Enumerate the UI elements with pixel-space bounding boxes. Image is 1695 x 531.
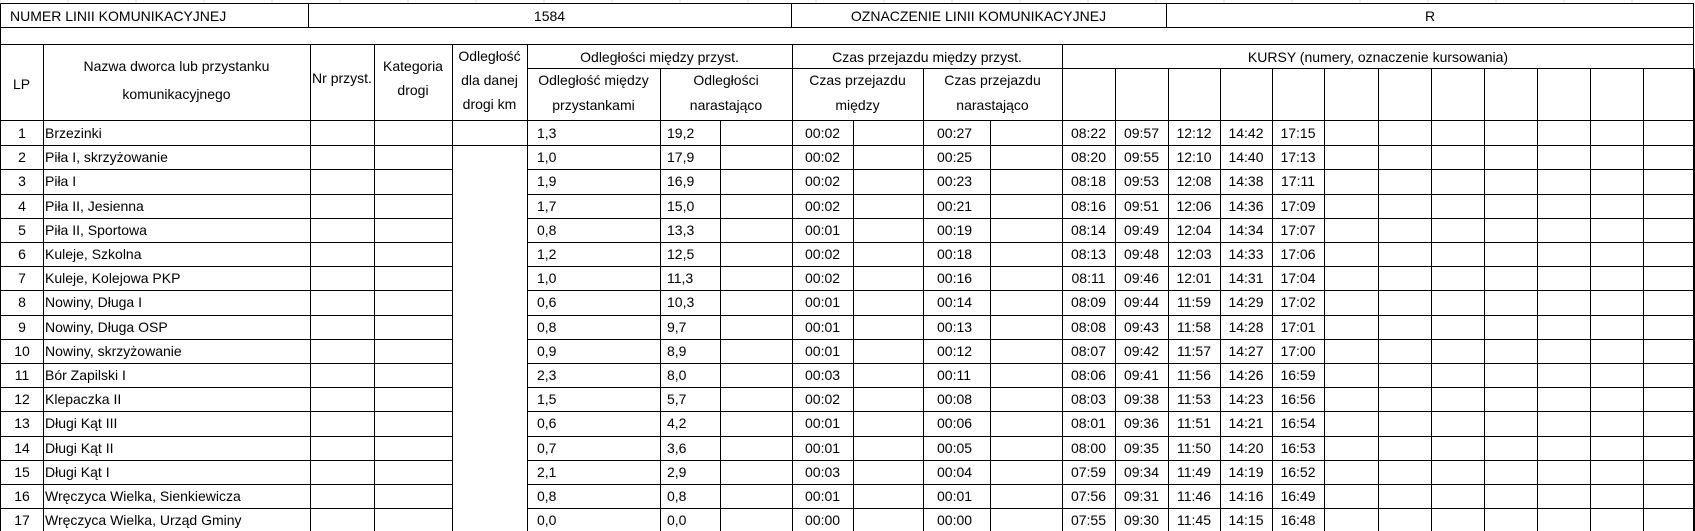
departure-time: 14:33 [1228,246,1264,262]
row-lp: 6 [18,246,26,262]
departure-time: 11:50 [1177,440,1211,456]
header-distance-group: Odległości między przyst. [580,49,739,65]
row-stop-name: Nowiny, Długa I [45,294,143,310]
departure-time: 14:34 [1228,222,1264,238]
row-time: 00:03 [805,464,841,480]
departure-time: 08:03 [1070,391,1107,407]
departure-time: 16:48 [1280,512,1316,528]
departure-time: 09:38 [1123,391,1160,407]
departure-time: 09:30 [1123,512,1160,528]
row-lp: 13 [14,415,30,431]
row-distance-cumulative: 17,9 [667,149,695,165]
departure-time: 14:31 [1228,270,1264,286]
departure-time: 08:13 [1070,246,1107,262]
departure-time: 09:31 [1123,488,1160,504]
departure-time: 07:56 [1070,488,1107,504]
row-stop-name: Bór Zapilski I [45,367,126,383]
header-time-cumulative: Czas przejazdu [944,72,1041,88]
row-time-cumulative: 00:12 [937,343,973,359]
row-lp: 10 [14,343,30,359]
header-distance-cumulative: Odległości [693,72,759,88]
row-time-cumulative: 00:18 [937,246,973,262]
row-time-cumulative: 00:08 [937,391,973,407]
header-stop-no: Nr przyst. [312,70,372,86]
departure-time: 17:00 [1280,343,1316,359]
departure-time: 17:06 [1280,246,1316,262]
departure-time: 09:51 [1123,198,1160,214]
row-lp: 1 [18,125,26,141]
row-distance: 2,1 [537,464,557,480]
departure-time: 17:13 [1280,149,1316,165]
row-time-cumulative: 00:11 [937,367,971,383]
header-courses: KURSY (numery, oznaczenie kursowania) [1247,49,1509,65]
departure-time: 08:00 [1070,440,1107,456]
departure-time: 09:55 [1123,149,1160,165]
row-time-cumulative: 00:05 [937,440,973,456]
departure-time: 11:49 [1177,464,1211,480]
row-lp: 9 [18,319,26,335]
row-distance: 1,0 [537,270,557,286]
row-distance-cumulative: 2,9 [667,464,687,480]
departure-time: 17:02 [1280,294,1316,310]
row-time: 00:01 [805,415,841,431]
row-distance: 0,8 [537,319,557,335]
departure-time: 09:44 [1123,294,1160,310]
row-time: 00:02 [805,198,841,214]
departure-time: 14:28 [1228,319,1264,335]
row-stop-name: Piła I [45,173,77,189]
row-distance-cumulative: 11,3 [667,270,694,286]
departure-time: 14:19 [1228,464,1264,480]
departure-time: 17:09 [1280,198,1316,214]
row-lp: 4 [18,198,26,214]
departure-time: 08:07 [1070,343,1107,359]
departure-time: 17:11 [1281,173,1315,189]
row-distance: 1,5 [537,391,557,407]
row-time: 00:02 [805,246,841,262]
row-distance: 1,9 [537,173,557,189]
header-distance-between: Odległość między [538,72,649,88]
row-time: 00:02 [805,149,841,165]
header-time-group: Czas przejazdu między przyst. [832,49,1022,65]
row-distance-cumulative: 0,8 [667,488,687,504]
row-time-cumulative: 00:14 [937,294,973,310]
departure-time: 14:20 [1228,440,1264,456]
departure-time: 08:16 [1070,198,1107,214]
row-distance-cumulative: 9,7 [667,319,687,335]
line-number-value: 1584 [533,8,566,24]
departure-time: 08:09 [1070,294,1107,310]
departure-time: 12:04 [1176,222,1212,238]
departure-time: 11:57 [1177,343,1211,359]
row-distance: 1,2 [537,246,557,262]
header-time-between: między [835,97,880,113]
row-time: 00:01 [805,294,841,310]
header-lp: LP [12,76,31,92]
header-road-distance: Odległość [458,48,521,64]
departure-time: 14:27 [1228,343,1264,359]
row-time-cumulative: 00:16 [937,270,973,286]
row-time: 00:02 [805,391,841,407]
row-time: 00:01 [805,222,841,238]
departure-time: 17:07 [1280,222,1316,238]
row-time: 00:02 [805,125,841,141]
header-distance-between: przystankami [552,97,635,113]
departure-time: 16:53 [1280,440,1316,456]
header-road-category: Kategoria [383,58,443,74]
row-distance: 0,7 [537,440,557,456]
departure-time: 09:34 [1123,464,1160,480]
departure-time: 16:56 [1280,391,1316,407]
row-distance: 0,8 [537,222,557,238]
departure-time: 14:40 [1228,149,1264,165]
departure-time: 08:18 [1070,173,1107,189]
departure-time: 09:41 [1123,367,1160,383]
header-stop-name: Nazwa dworca lub przystanku [83,58,270,74]
departure-time: 12:10 [1176,149,1212,165]
header-road-distance: dla danej [461,72,518,88]
departure-time: 17:04 [1280,270,1316,286]
row-lp: 11 [14,367,30,383]
header-stop-name: komunikacyjnego [122,86,231,102]
row-distance: 2,3 [537,367,557,383]
departure-time: 14:16 [1228,488,1264,504]
departure-time: 12:06 [1176,198,1212,214]
departure-time: 11:59 [1177,294,1211,310]
departure-time: 12:08 [1176,173,1212,189]
row-time-cumulative: 00:23 [937,173,973,189]
row-stop-name: Brzezinki [45,125,102,141]
departure-time: 14:29 [1228,294,1264,310]
departure-time: 14:21 [1228,415,1264,431]
row-stop-name: Kuleje, Szkolna [45,246,142,262]
row-time-cumulative: 00:13 [937,319,973,335]
row-distance-cumulative: 12,5 [667,246,695,262]
row-time-cumulative: 00:04 [937,464,973,480]
departure-time: 17:01 [1280,319,1316,335]
row-distance-cumulative: 8,9 [667,343,687,359]
row-stop-name: Wręczyca Wielka, Sienkiewicza [45,488,241,504]
row-time: 00:03 [805,367,841,383]
departure-time: 11:53 [1177,391,1211,407]
departure-time: 17:15 [1280,125,1316,141]
departure-time: 11:51 [1177,415,1211,431]
header-distance-cumulative: narastająco [689,97,763,113]
departure-time: 14:38 [1228,173,1264,189]
row-distance-cumulative: 4,2 [667,415,687,431]
row-lp: 7 [18,270,26,286]
row-stop-name: Piła II, Jesienna [45,198,144,214]
departure-time: 08:06 [1070,367,1107,383]
departure-time: 08:08 [1070,319,1107,335]
departure-time: 14:26 [1228,367,1264,383]
header-road-distance: drogi km [462,96,517,112]
row-distance-cumulative: 5,7 [667,391,687,407]
row-time-cumulative: 00:25 [937,149,973,165]
row-distance-cumulative: 10,3 [667,294,695,310]
row-stop-name: Piła I, skrzyżowanie [45,149,168,165]
row-distance-cumulative: 13,3 [667,222,695,238]
departure-time: 11:46 [1177,488,1211,504]
row-stop-name: Nowiny, Długa OSP [45,319,168,335]
departure-time: 08:11 [1071,270,1106,286]
departure-time: 12:03 [1176,246,1212,262]
line-designation-label: OZNACZENIE LINII KOMUNIKACYJNEJ [850,8,1107,24]
row-lp: 12 [14,391,30,407]
row-distance-cumulative: 8,0 [667,367,687,383]
row-stop-name: Klepaczka II [45,391,122,407]
departure-time: 08:20 [1070,149,1107,165]
row-stop-name: Długi Kąt I [45,464,110,480]
row-time: 00:02 [805,173,841,189]
header-time-cumulative: narastająco [956,97,1029,113]
row-distance: 0,6 [537,415,557,431]
row-distance-cumulative: 16,9 [667,173,695,189]
row-distance-cumulative: 19,2 [667,125,695,141]
departure-time: 14:15 [1228,512,1264,528]
departure-time: 14:23 [1228,391,1264,407]
row-lp: 2 [18,149,26,165]
departure-time: 09:43 [1123,319,1160,335]
departure-time: 09:57 [1123,125,1160,141]
departure-time: 11:45 [1177,512,1211,528]
row-distance: 0,8 [537,488,557,504]
departure-time: 16:52 [1280,464,1316,480]
departure-time: 09:49 [1123,222,1160,238]
departure-time: 16:54 [1280,415,1316,431]
departure-time: 09:46 [1123,270,1160,286]
row-distance-cumulative: 0,0 [667,512,687,528]
row-stop-name: Kuleje, Kolejowa PKP [45,270,181,286]
departure-time: 09:36 [1123,415,1160,431]
row-time: 00:01 [805,319,841,335]
row-time-cumulative: 00:01 [937,488,973,504]
departure-time: 08:01 [1070,415,1107,431]
departure-time: 07:55 [1070,512,1107,528]
row-time: 00:00 [805,512,841,528]
row-time: 00:01 [805,440,841,456]
departure-time: 09:48 [1123,246,1160,262]
row-stop-name: Piła II, Sportowa [45,222,147,238]
departure-time: 11:58 [1177,319,1211,335]
row-stop-name: Nowiny, skrzyżowanie [45,343,182,359]
row-lp: 16 [14,488,30,504]
departure-time: 07:59 [1070,464,1107,480]
row-time-cumulative: 00:27 [937,125,973,141]
row-distance: 0,6 [537,294,557,310]
row-time-cumulative: 00:19 [937,222,973,238]
row-stop-name: Długi Kąt II [45,440,114,456]
departure-time: 09:53 [1123,173,1160,189]
row-lp: 5 [18,222,26,238]
row-lp: 17 [14,512,30,528]
departure-time: 16:49 [1280,488,1316,504]
row-lp: 14 [14,440,30,456]
row-distance: 0,0 [537,512,557,528]
row-time: 00:01 [805,488,841,504]
row-distance-cumulative: 3,6 [667,440,687,456]
row-distance: 1,3 [537,125,557,141]
header-time-between: Czas przejazdu [809,72,906,88]
row-time-cumulative: 00:06 [937,415,973,431]
row-distance: 1,7 [537,198,557,214]
line-number-label: NUMER LINII KOMUNIKACYJNEJ [10,8,227,24]
departure-time: 14:36 [1228,198,1264,214]
row-lp: 8 [18,294,26,310]
departure-time: 12:12 [1176,125,1212,141]
departure-time: 16:59 [1280,367,1316,383]
line-designation-value: R [1424,8,1436,24]
departure-time: 08:22 [1070,125,1107,141]
departure-time: 09:42 [1123,343,1160,359]
row-lp: 15 [14,464,30,480]
departure-time: 11:56 [1177,367,1211,383]
row-stop-name: Długi Kąt III [45,415,118,431]
departure-time: 14:42 [1228,125,1264,141]
departure-time: 08:14 [1070,222,1107,238]
departure-time: 12:01 [1176,270,1212,286]
row-time-cumulative: 00:00 [937,512,973,528]
row-time: 00:02 [805,270,841,286]
row-stop-name: Wręczyca Wielka, Urząd Gminy [45,512,242,528]
departure-time: 09:35 [1123,440,1160,456]
row-lp: 3 [18,173,26,189]
row-time: 00:01 [805,343,841,359]
row-distance: 1,0 [537,149,557,165]
header-road-category: drogi [397,82,429,98]
row-distance-cumulative: 15,0 [667,198,695,214]
row-time-cumulative: 00:21 [937,198,973,214]
row-distance: 0,9 [537,343,557,359]
